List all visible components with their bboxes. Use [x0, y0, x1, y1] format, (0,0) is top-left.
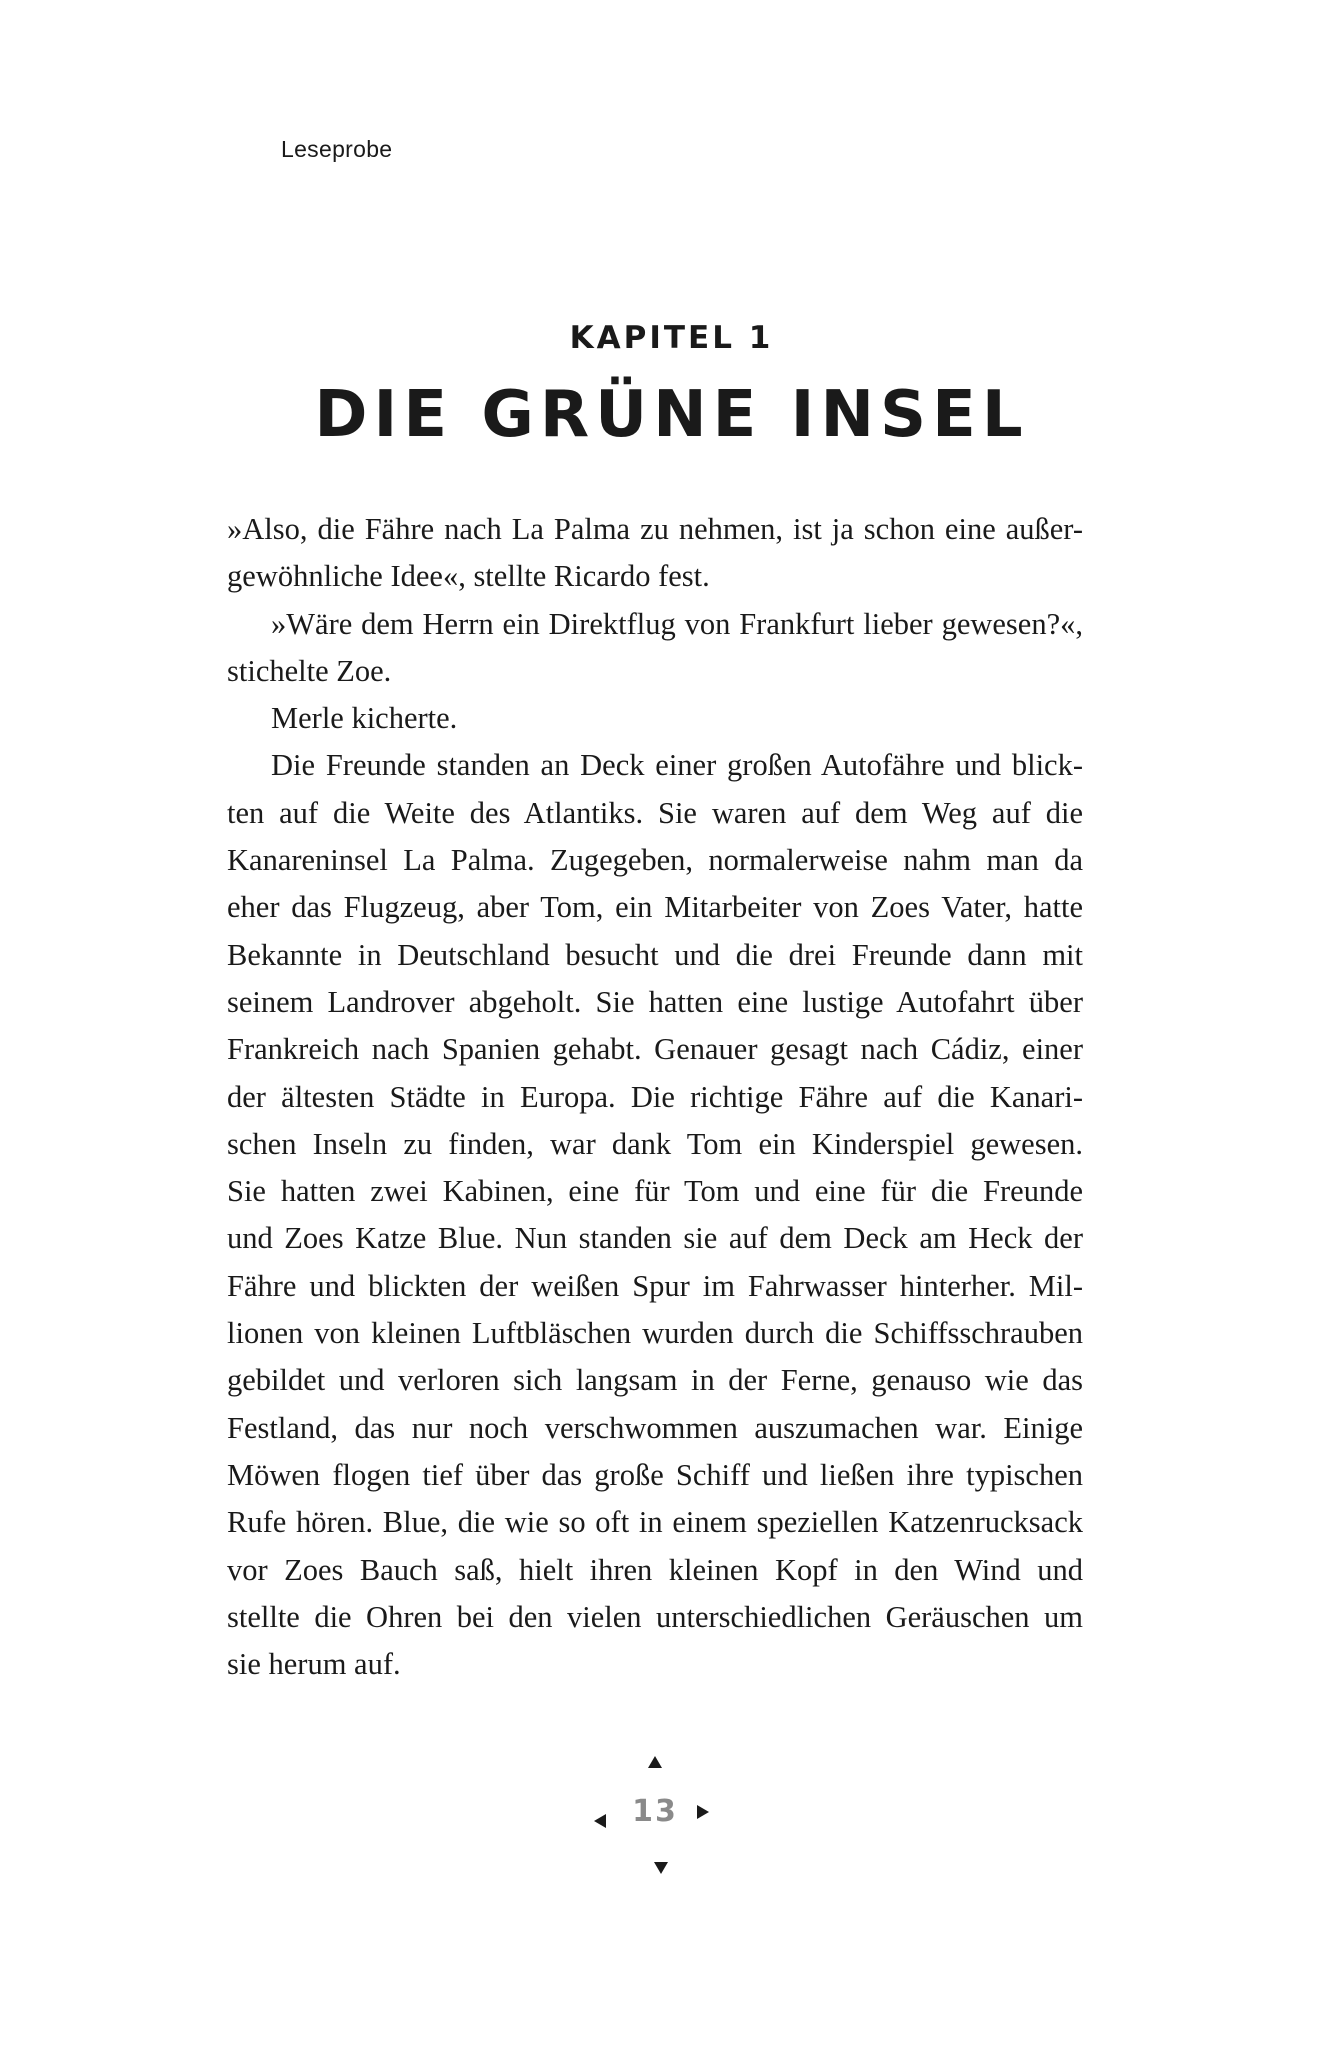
text-line: »Also, die Fähre nach La Palma zu nehmen, ist ja schon eine außer-: [227, 512, 1083, 546]
text-line: vor Zoes Bauch saß, hielt ihren kleinen Kopf in den Wind und: [227, 1552, 1083, 1587]
text-line: stichelte Zoe.: [227, 653, 392, 688]
triangle-up-icon: [648, 1756, 662, 1768]
text-line: stellte die Ohren bei den vielen unterschiedlichen Geräuschen um: [227, 1599, 1083, 1634]
text-line: gebildet und verloren sich langsam in der Ferne, genauso wie das: [227, 1363, 1083, 1398]
text-line: Die Freunde standen an Deck einer großen Autofähre und blick-: [271, 748, 1083, 783]
text-line: Merle kicherte.: [271, 701, 458, 736]
text-line: Frankreich nach Spanien gehabt. Genauer gesagt nach Cádiz, einer: [227, 1032, 1083, 1067]
chapter-number: KAPITEL 1: [569, 320, 774, 356]
text-line: Möwen flogen tief über das große Schiff und ließen ihre typischen: [227, 1457, 1083, 1492]
text-line: sie herum auf.: [227, 1647, 401, 1682]
text-line: Fähre und blickten der weißen Spur im Fahrwasser hinterher. Mil-: [227, 1268, 1083, 1303]
text-line: der ältesten Städte in Europa. Die richtige Fähre auf die Kanari-: [227, 1079, 1083, 1114]
text-line: schen Inseln zu finden, war dank Tom ein Kinderspiel gewesen.: [227, 1126, 1083, 1161]
triangle-right-icon: [697, 1805, 709, 1819]
body-text: [227, 506, 1083, 1688]
text-line: Festland, das nur noch verschwommen auszumachen war. Einige: [227, 1410, 1083, 1445]
text-line: gewöhnliche Idee«, stellte Ricardo fest.: [227, 559, 710, 594]
page-number-ornament: [590, 1750, 720, 1880]
text-line: seinem Landrover abgeholt. Sie hatten eine lustige Autofahrt über: [227, 984, 1083, 1019]
text-line: ten auf die Weite des Atlantiks. Sie waren auf dem Weg auf die: [227, 795, 1083, 830]
chapter-title: DIE GRÜNE INSEL: [314, 378, 1029, 452]
text-line: »Wäre dem Herrn ein Direktflug von Frankfurt lieber gewesen?«,: [271, 606, 1083, 641]
triangle-down-icon: [654, 1862, 668, 1874]
text-line: Sie hatten zwei Kabinen, eine für Tom und eine für die Freunde: [227, 1174, 1083, 1209]
text-line: eher das Flugzeug, aber Tom, ein Mitarbeiter von Zoes Vater, hatte: [227, 890, 1083, 925]
text-line: Rufe hören. Blue, die wie so oft in einem speziellen Katzenrucksack: [227, 1505, 1083, 1540]
page-number: 13: [632, 1794, 678, 1829]
text-line: lionen von kleinen Luftbläschen wurden durch die Schiffsschrauben: [227, 1316, 1083, 1351]
text-line: und Zoes Katze Blue. Nun standen sie auf dem Deck am Heck der: [227, 1221, 1083, 1256]
text-line: Kanareninsel La Palma. Zugegeben, normalerweise nahm man da: [227, 843, 1083, 878]
text-line: Bekannte in Deutschland besucht und die drei Freunde dann mit: [227, 937, 1083, 972]
running-header: Leseprobe: [281, 136, 393, 162]
